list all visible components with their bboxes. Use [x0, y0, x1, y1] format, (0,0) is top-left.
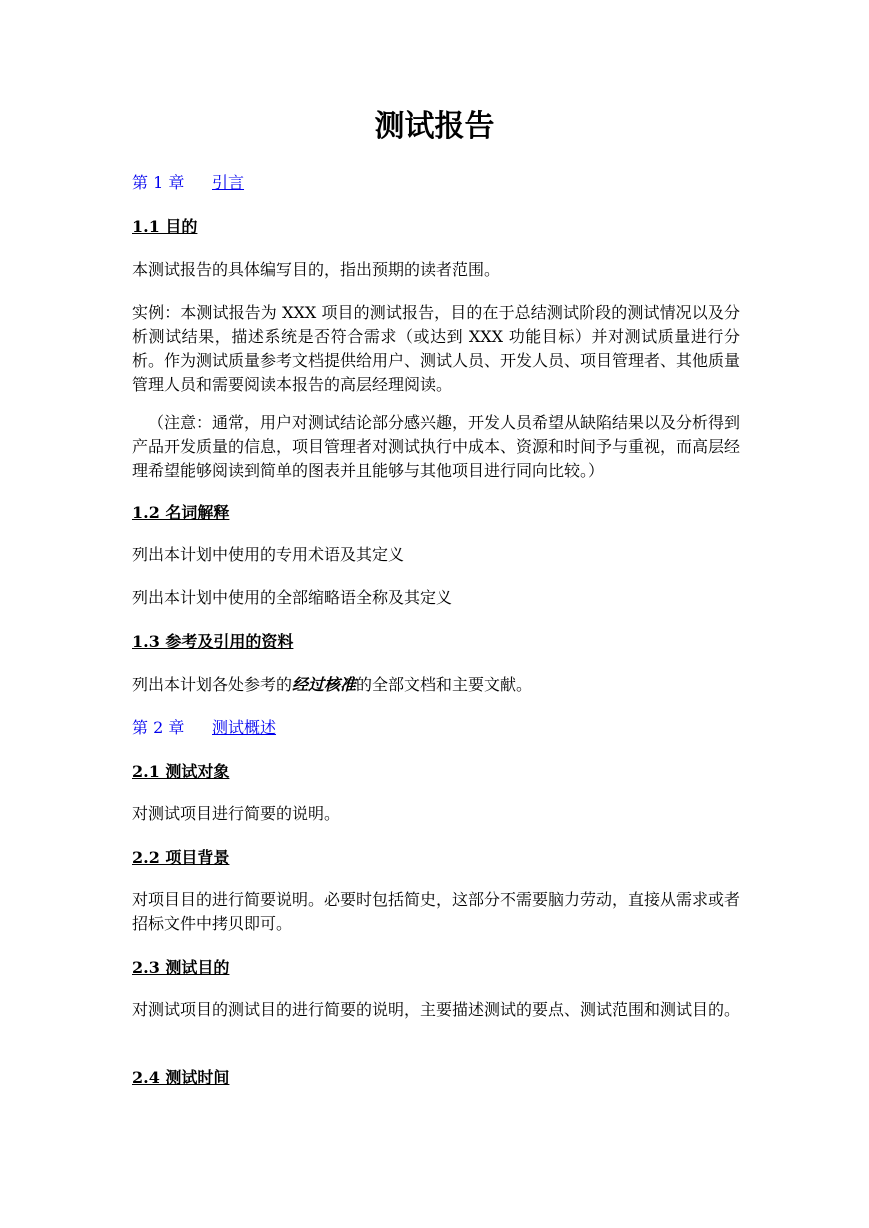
paragraph-test-object: 对测试项目进行简要的说明。 [132, 804, 341, 823]
section-1-1-heading: 1.1 目的 [132, 217, 198, 236]
section-1-3-heading: 1.3 参考及引用的资料 [132, 632, 294, 651]
chapter-2-link[interactable] [132, 716, 740, 740]
document-title: 测试报告 [374, 109, 495, 144]
chapter-1-number: 第 1 章 [132, 173, 185, 192]
paragraph-note: （注意：通常，用户对测试结论部分感兴趣，开发人员希望从缺陷结果以及分析得到产品开发质量的信息，项目管理者对测试执行中成本、资源和时间予与重视，而高层经理希望能够阅读到简单的图表并且能够与其他项目进行同向比较。） [132, 413, 741, 480]
paragraph-abbreviations: 列出本计划中使用的全部缩略语全称及其定义 [132, 588, 453, 607]
section-2-1-heading: 2.1 测试对象 [132, 762, 230, 781]
chapter-1-title: 引言 [212, 173, 245, 192]
paragraph-example: 实例：本测试报告为 XXX 项目的测试报告，目的在于总结测试阶段的测试情况以及分析测试结果，描述系统是否符合需求（或达到 XXX 功能目标）并对测试质量进行分析。作为测试质量参考文档提供给用户、测试人员、开发人员、项目管理者、其他质量管理人员和需要阅读本报告的高层经理阅读。 [132, 303, 741, 394]
section-2-2-heading: 2.2 项目背景 [132, 848, 230, 867]
paragraph-purpose: 本测试报告的具体编写目的，指出预期的读者范围。 [132, 260, 501, 279]
references-text-after: 的全部文档和主要文献。 [356, 675, 533, 694]
paragraph-test-purpose: 对测试项目的测试目的进行简要的说明，主要描述测试的要点、测试范围和测试目的。 [132, 1000, 741, 1019]
references-text-before: 列出本计划各处参考的 [132, 675, 293, 694]
paragraph-terms: 列出本计划中使用的专用术语及其定义 [132, 545, 405, 564]
chapter-1-link[interactable] [132, 171, 740, 195]
section-1-2-heading: 1.2 名词解释 [132, 503, 230, 522]
paragraph-background: 对项目目的进行简要说明。必要时包括简史，这部分不需要脑力劳动，直接从需求或者招标文件中拷贝即可。 [132, 890, 741, 933]
paragraph-references [132, 673, 740, 697]
references-emphasis: 经过核准 [292, 675, 357, 694]
chapter-2-number: 第 2 章 [132, 718, 185, 737]
section-2-4-heading: 2.4 测试时间 [132, 1068, 230, 1087]
section-2-3-heading: 2.3 测试目的 [132, 958, 230, 977]
chapter-2-title: 测试概述 [212, 718, 277, 737]
